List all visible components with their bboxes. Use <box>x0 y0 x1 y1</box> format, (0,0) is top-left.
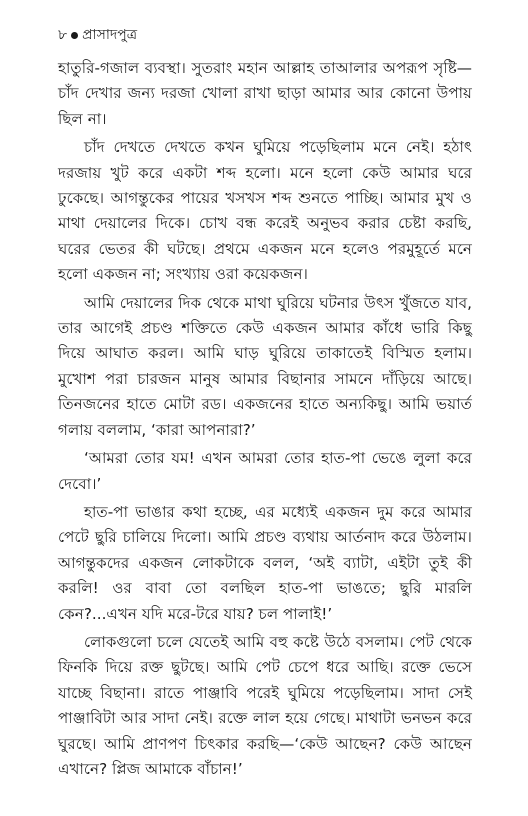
paragraph-5: হাত-পা ভাঙার কথা হচ্ছে, এর মধ্যেই একজন দুম করে আমার পেটে ছুরি চালিয়ে দিলো। আমি প্রচণ্ড ব্যথায় আর্তনাদ করে উঠলাম। আগন্তুকদের একজন লোকটাকে বলল, ‘অই ব্যাটা, এইটা তুই কী করলি! ওর বাবা তো বলছিল হাত-পা ভাঙতে; ছুরি মারলি কেন?...এখন যদি মরে-টরে যায়? চল পালাই!’ <box>58 502 472 623</box>
running-header <box>58 26 137 44</box>
bullet-icon <box>71 32 78 39</box>
paragraph-3: আমি দেয়ালের দিক থেকে মাথা ঘুরিয়ে ঘটনার উৎস খুঁজতে যাব, তার আগেই প্রচণ্ড শক্তিতে কেউ একজন আমার কাঁধে ভারি কিছু দিয়ে আঘাত করল। আমি ঘাড় ঘুরিয়ে তাকাতেই বিস্মিত হলাম। মুখোশ পরা চারজন মানুষ আমার বিছানার সামনে দাঁড়িয়ে আছে। তিনজনের হাতে মোটা রড। একজনের হাতে অন্যকিছু। আমি ভয়ার্ত গলায় বললাম, ‘কারা আপনারা?’ <box>58 293 472 439</box>
paragraph-6: লোকগুলো চলে যেতেই আমি বহু কষ্টে উঠে বসলাম। পেট থেকে ফিনকি দিয়ে রক্ত ছুটছে। আমি পেট চেপে ধরে আছি। রক্তে ভেসে যাচ্ছে বিছানা। রাতে পাঞ্জাবি পরেই ঘুমিয়ে পড়েছিলাম। সাদা সেই পাঞ্জাবিটা আর সাদা নেই। রক্তে লাল হয়ে গেছে। মাথাটা ভনভন করে ঘুরছে। আমি প্রাণপণ চিৎকার করছি—‘কেউ আছেন? কেউ আছেন এখানে? প্লিজ আমাকে বাঁচান!’ <box>58 632 472 778</box>
paragraph-4: ‘আমরা তোর যম! এখন আমরা তোর হাত-পা ভেঙে লুলা করে দেবো।’ <box>58 449 472 493</box>
page-number: ৮ <box>58 27 68 43</box>
body-text <box>58 56 472 785</box>
paragraph-2: চাঁদ দেখতে দেখতে কখন ঘুমিয়ে পড়েছিলাম মনে নেই। হঠাৎ দরজায় খুট করে একটা শব্দ হলো। মনে হলো কেউ আমার ঘরে ঢুকেছে। আগন্তুকের পায়ের খসখস শব্দ শুনতে পাচ্ছি। আমার মুখ ও মাথা দেয়ালের দিকে। চোখ বন্ধ করেই অনুভব করার চেষ্টা করছি, ঘরের ভেতর কী ঘটছে। প্রথমে একজন মনে হলেও পরমুহূর্তে মনে হলো একজন না; সংখ্যায় ওরা কয়েকজন। <box>58 138 472 284</box>
book-title: প্রাসাদপুত্র <box>82 27 138 43</box>
paragraph-1: হাতুরি-গজাল ব্যবস্থা। সুতরাং মহান আল্লাহ তাআলার অপরূপ সৃষ্টি—চাঁদ দেখার জন্য দরজা খোলা রাখা ছাড়া আমার আর কোনো উপায় ছিল না। <box>58 59 472 128</box>
